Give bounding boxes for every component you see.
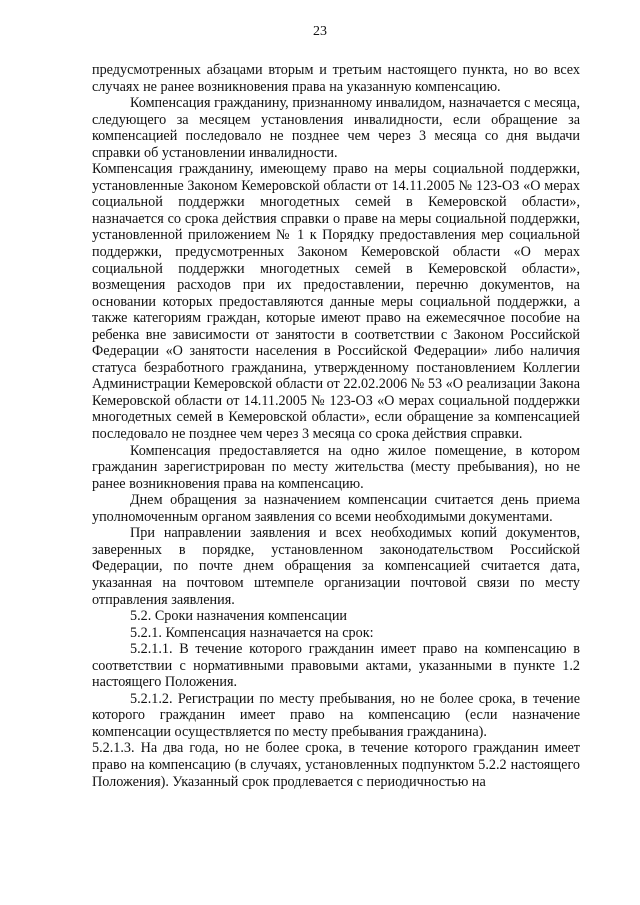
- paragraph: 5.2. Сроки назначения компенсации: [130, 608, 348, 625]
- paragraph: Компенсация гражданину, имеющему право на меры социальной поддержки, установленные Законом Кемеровской области от 14.11.2005 № 123-ОЗ «О мерах социальной поддержки многодетных семей в Кемеровской области», назначается со срока действия справки о праве на меры социальной поддержки, установленной приложением № 1 к Порядку предоставления мер социальной поддержки, предусмотренных Законом Кемеровской области «О мерах социальной поддержки многодетных семей в Кемеровской области», возмещения расходов при их предоставлении, перечню документов, на основании которых предоставляются данные меры социальной поддержки, а также категориям граждан, которые имеют право на ежемесячное пособие на ребенка вне зависимости от занятости в соответствии с Законом Российской Федерации «О занятости населения в Российской Федерации» либо наличия статуса безработного гражданина, утвержденному постановлением Коллегии Администрации Кемеровской области от 22.02.2006 № 53 «О реализации Закона Кемеровской области от 14.11.2005 № 123-ОЗ «О мерах социальной поддержки многодетных семей в Кемеровской области», если обращение за компенсацией последовало не позднее чем через 3 месяца со срока действия справки.: [92, 161, 580, 443]
- paragraph: 5.2.1. Компенсация назначается на срок:: [130, 624, 374, 641]
- paragraph: предусмотренных абзацами вторым и третьим настоящего пункта, но во всех случаях не ранее возникновения права на указанную компенсацию.: [92, 62, 580, 95]
- paragraph: Компенсация предоставляется на одно жилое помещение, в котором гражданин зарегистрирован по месту жительства (месту пребывания), но не ранее возникновения права на компенсацию.: [92, 442, 580, 492]
- paragraph: Компенсация гражданину, признанному инвалидом, назначается с месяца, следующего за месяцем установления инвалидности, если обращение за компенсацией последовало не позднее чем через 3 месяца со дня выдачи справки об установлении инвалидности.: [92, 95, 580, 161]
- paragraph: 5.2.1.2. Регистрации по месту пребывания, но не более срока, в течение которого гражданин имеет право на компенсацию (если назначение компенсации осуществляется по месту пребывания гражданина).: [92, 690, 580, 740]
- page-number: 23: [313, 24, 327, 39]
- paragraph: 5.2.1.3. На два года, но не более срока, в течение которого гражданин имеет право на компенсацию (в случаях, установленных подпунктом 5.2.2 настоящего Положения). Указанный срок продлевается с периодичностью на: [92, 740, 580, 790]
- document-body: [92, 62, 580, 790]
- paragraph: Днем обращения за назначением компенсации считается день приема уполномоченным органом заявления со всеми необходимыми документами.: [92, 492, 580, 525]
- paragraph: 5.2.1.1. В течение которого гражданин имеет право на компенсацию в соответствии с нормативными правовыми актами, указанными в пункте 1.2 настоящего Положения.: [92, 641, 580, 691]
- paragraph: При направлении заявления и всех необходимых копий документов, заверенных в порядке, установленном законодательством Российской Федерации, по почте днем обращения за компенсацией считается дата, указанная на почтовом штемпеле организации почтовой связи по месту отправления заявления.: [92, 525, 580, 608]
